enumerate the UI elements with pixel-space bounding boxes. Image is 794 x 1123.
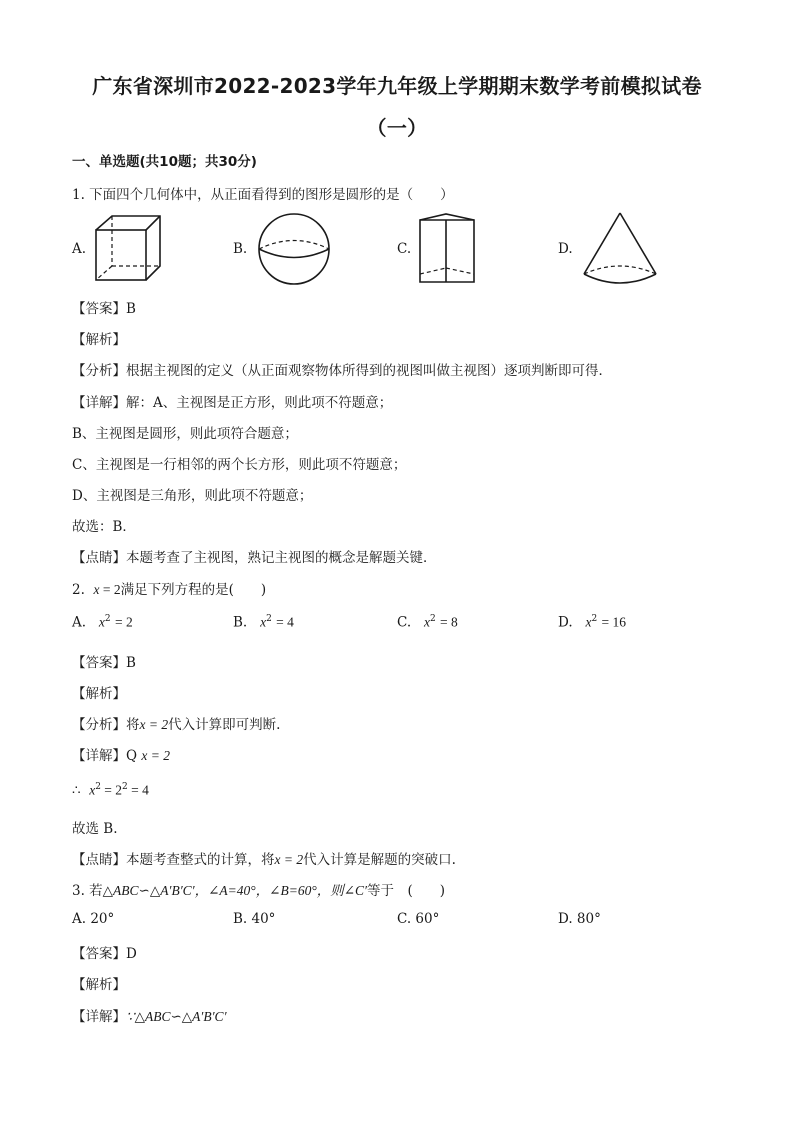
cone-icon (580, 210, 660, 286)
q1-option-b-label: B. (233, 241, 248, 257)
q2-option-b: B. $x^2 = 4$ (233, 614, 294, 631)
q2-choose: 故选 B. (72, 821, 118, 837)
q1-line-c: C、主视图是一行相邻的两个长方形，则此项不符题意； (72, 457, 407, 473)
cube-icon (92, 212, 164, 284)
q2-calc: ∴ $x^2 = 2^2 = 4$ (72, 782, 149, 799)
q1-answer: 【答案】B (72, 301, 136, 317)
q1-option-c-label: C. (397, 241, 412, 257)
q1-fenxi: 【分析】根据主视图的定义（从正面观察物体所得到的视图叫做主视图）逐项判断即可得． (72, 363, 612, 379)
q1-dianjing: 【点睛】本题考查了主视图，熟记主视图的概念是解题关键． (72, 550, 437, 566)
q3-option-a: A. 20° (72, 911, 115, 927)
q2-dianjing: 【点睛】本题考查整式的计算，将x = 2代入计算是解题的突破口. (72, 852, 456, 868)
q1-analysis-tag: 【解析】 (72, 332, 126, 348)
q2-fenxi: 【分析】将x = 2代入计算即可判断. (72, 717, 281, 733)
q2-answer: 【答案】B (72, 655, 136, 671)
q2-option-d: D. $x^2 = 16$ (558, 614, 627, 631)
q1-line-d: D、主视图是三角形，则此项不符题意； (72, 488, 313, 504)
q3-answer: 【答案】D (72, 946, 137, 962)
q3-option-c: C. 60° (397, 911, 440, 927)
prism-icon (416, 212, 478, 286)
section-heading: 一、单选题(共10题；共30分) (72, 154, 257, 170)
q3-xiangjie: 【详解】∵△ABC∽△A′B′C′ (72, 1009, 227, 1025)
sphere-icon (254, 212, 334, 286)
q1-choose: 故选：B． (72, 519, 136, 535)
q2-option-c: C. $x^2 = 8$ (397, 614, 458, 631)
paper-title-suffix: （一） (366, 116, 428, 140)
q2-analysis-tag: 【解析】 (72, 686, 126, 702)
q3-stem: 3. 若△ABC∽△A′B′C′，∠A=40°，∠B=60°，则∠C′等于 ( ) (72, 883, 446, 899)
q2-xiangjie: 【详解】Q x = 2 (72, 748, 170, 764)
q1-option-a-label: A. (72, 241, 87, 257)
q2-option-a: A. $x^2 = 2$ (72, 614, 133, 631)
q1-option-d-label: D. (558, 241, 573, 257)
q2-stem: 2. x = 2满足下列方程的是( ) (72, 582, 267, 598)
q3-option-d: D. 80° (558, 911, 601, 927)
q3-option-b: B. 40° (233, 911, 276, 927)
q1-stem: 1. 下面四个几何体中，从正面看得到的图形是圆形的是（ ） (72, 187, 454, 203)
paper-title: 广东省深圳市2022-2023学年九年级上学期期末数学考前模拟试卷 (92, 74, 702, 98)
q1-line-b: B、主视图是圆形，则此项符合题意； (72, 426, 298, 442)
q1-xiangjie: 【详解】解：A、主视图是正方形，则此项不符题意； (72, 395, 393, 411)
q3-analysis-tag: 【解析】 (72, 977, 126, 993)
